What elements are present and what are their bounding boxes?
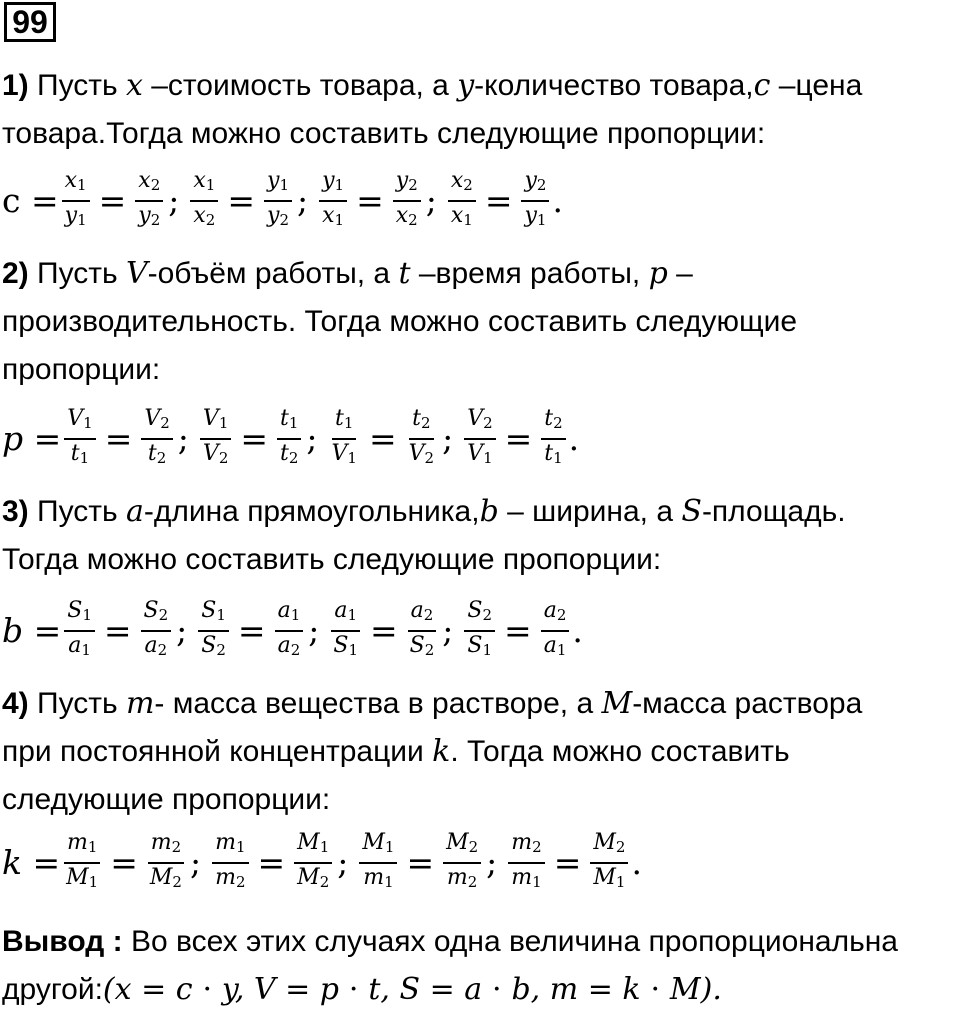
fraction-denominator: $M_1$ (66, 864, 99, 891)
fraction (541, 598, 570, 663)
fraction-numerator: $V_2$ (141, 406, 172, 440)
paragraph-3 (2, 488, 957, 584)
text: при постоянной концентрации (2, 735, 433, 768)
fraction-denominator: $m_1$ (363, 864, 394, 891)
subscript: 1 (536, 210, 547, 229)
var-t: t (398, 256, 411, 291)
fraction-numerator: $M_2$ (590, 830, 628, 864)
fraction-numerator: $m_2$ (508, 830, 544, 864)
equals-sign: = (553, 842, 582, 882)
subscript: 1 (205, 175, 216, 194)
fraction-numerator: $V_2$ (464, 406, 495, 440)
var-b: b (479, 494, 499, 529)
formula-4 (2, 822, 642, 902)
fraction (508, 830, 544, 895)
subscript: 1 (615, 872, 626, 891)
subscript: 1 (532, 872, 542, 891)
text: –время работы, (410, 257, 649, 290)
fraction (330, 598, 361, 663)
fraction (264, 168, 292, 233)
var-a: a (125, 494, 144, 529)
semicolon: ; (486, 842, 498, 882)
text: -площадь. (701, 495, 846, 528)
formula-lead: p = (2, 418, 62, 458)
subscript: 1 (279, 175, 289, 194)
fraction-denominator: $t_2$ (147, 440, 167, 467)
fraction-denominator: $S_2$ (201, 632, 226, 659)
subscript: 2 (615, 837, 626, 856)
subscript: 1 (82, 605, 92, 624)
fraction-numerator: $S_2$ (464, 598, 495, 632)
subscript: 2 (205, 210, 216, 229)
fraction-numerator: $m_1$ (64, 830, 100, 864)
conclusion-formula: (x = c ⋅ y, V = p ⋅ t, S = a ⋅ b, m = k ⋅ M). (102, 972, 722, 1007)
paragraph-4 (2, 680, 957, 824)
semicolon: ; (425, 180, 437, 220)
item-number-3: 3) (2, 495, 29, 528)
subscript: 2 (482, 605, 493, 624)
semicolon: ; (442, 418, 454, 458)
fraction (141, 406, 172, 471)
semicolon: ; (308, 610, 320, 650)
subscript: 2 (288, 448, 299, 467)
semicolon: ; (296, 180, 309, 220)
subscript: 2 (467, 872, 478, 891)
semicolon: ; (176, 610, 188, 650)
fraction-denominator: $a_1$ (68, 632, 91, 659)
fraction-denominator: $y_1$ (524, 202, 547, 229)
text: Пусть (28, 69, 126, 102)
subscript: 2 (468, 837, 479, 856)
fraction-numerator: $V_1$ (64, 406, 95, 440)
fraction (443, 830, 481, 895)
period: . (631, 842, 642, 882)
fraction-numerator: $x_1$ (62, 168, 90, 202)
subscript: 1 (88, 872, 99, 891)
equals-sign: = (504, 418, 533, 458)
equals-sign: = (368, 418, 397, 458)
subscript: 2 (150, 210, 161, 229)
equals-sign: = (406, 842, 435, 882)
fraction-numerator: $y_2$ (393, 168, 421, 202)
var-k: k (432, 734, 451, 769)
semicolon: ; (177, 418, 189, 458)
fraction-numerator: $m_2$ (148, 830, 184, 864)
fraction (464, 406, 495, 471)
subscript: 1 (343, 413, 354, 432)
formula-2 (2, 398, 579, 478)
fraction-denominator: $V_1$ (467, 440, 493, 467)
fraction (407, 598, 438, 663)
fraction-denominator: $x_2$ (193, 202, 216, 229)
fraction (63, 830, 101, 895)
var-y: y (457, 68, 475, 103)
subscript: 1 (556, 640, 567, 659)
fraction-numerator: $t_2$ (409, 406, 433, 440)
subscript: 2 (532, 837, 542, 856)
fraction-numerator: $t_1$ (277, 406, 301, 440)
text: –стоимость товара, а (142, 69, 458, 102)
text: - масса вещества в растворе, а (154, 687, 602, 720)
fraction-denominator: $a_2$ (144, 632, 168, 659)
fraction (275, 598, 304, 663)
text: -объём работы, а (147, 257, 399, 290)
subscript: 1 (77, 210, 87, 229)
subscript: 1 (348, 640, 358, 659)
text: другой: (2, 973, 103, 1006)
var-p: p (648, 256, 668, 291)
text-line: Тогда можно составить следующие пропорции: (2, 543, 662, 576)
text: – ширина, а (498, 495, 682, 528)
text: . Тогда можно составить (450, 735, 790, 768)
subscript: 1 (347, 448, 357, 467)
fraction (319, 168, 347, 233)
conclusion (2, 918, 957, 1014)
equals-sign: = (103, 610, 132, 650)
equals-sign: = (227, 180, 255, 220)
subscript: 1 (216, 605, 226, 624)
equals-sign: = (504, 610, 532, 650)
fraction-denominator: $S_1$ (467, 632, 493, 659)
fraction-numerator: $x_1$ (190, 168, 218, 202)
var-V: V (125, 256, 148, 291)
var-m: m (125, 686, 155, 721)
subscript: 1 (83, 413, 93, 432)
fraction-denominator: $m_2$ (215, 864, 246, 891)
fraction (294, 830, 332, 895)
fraction-numerator: $m_1$ (212, 830, 248, 864)
fraction (541, 406, 565, 471)
subscript: 1 (347, 605, 358, 624)
fraction-denominator: $M_1$ (593, 864, 626, 891)
subscript: 2 (172, 872, 182, 891)
period: . (568, 418, 580, 458)
subscript: 2 (216, 640, 226, 659)
fraction-denominator: $x_1$ (450, 202, 473, 229)
formula-lead: k = (2, 842, 61, 882)
fraction (590, 830, 628, 895)
subscript: 1 (87, 837, 98, 856)
equals-sign: = (356, 180, 384, 220)
semicolon: ; (189, 842, 202, 882)
fraction-numerator: $S_1$ (198, 598, 229, 632)
fraction (464, 598, 495, 663)
subscript: 2 (408, 210, 418, 229)
paragraph-1 (2, 62, 957, 158)
formula-3 (2, 590, 583, 670)
subscript: 1 (319, 837, 330, 856)
subscript: 2 (218, 448, 229, 467)
subscript: 2 (150, 175, 161, 194)
fraction-numerator: $x_2$ (448, 168, 476, 202)
fraction-denominator: $y_2$ (138, 202, 161, 229)
fraction-denominator: $x_1$ (322, 202, 345, 229)
semicolon: ; (337, 842, 349, 882)
fraction-denominator: $M_2$ (297, 864, 330, 891)
equals-sign: = (98, 180, 127, 220)
fraction (448, 168, 476, 233)
subscript: 1 (384, 872, 394, 891)
subscript: 2 (553, 413, 563, 432)
subscript: 2 (556, 605, 567, 624)
text: -количество товара, (474, 69, 754, 102)
fraction-denominator: $y_2$ (267, 202, 289, 229)
formula-lead: b = (2, 610, 62, 650)
equals-sign: = (484, 180, 513, 220)
subscript: 1 (81, 640, 91, 659)
formula-lead: c = (2, 180, 59, 220)
fraction-numerator: $t_1$ (332, 406, 356, 440)
text-line: товара.Тогда можно составить следующие пропорции: (2, 117, 766, 150)
text: Пусть (28, 257, 126, 290)
text: –цена (770, 69, 863, 102)
subscript: 1 (482, 640, 493, 659)
subscript: 2 (319, 872, 330, 891)
semicolon: ; (168, 180, 180, 220)
item-number-4: 4) (2, 687, 29, 720)
equals-sign: = (110, 842, 138, 882)
equals-sign: = (370, 610, 398, 650)
fraction-numerator: $M_2$ (443, 830, 481, 864)
fraction (141, 598, 172, 663)
fraction-denominator: $t_1$ (544, 440, 563, 467)
fraction-denominator: $V_1$ (331, 440, 357, 467)
equals-sign: = (257, 842, 286, 882)
subscript: 2 (279, 210, 289, 229)
fraction-numerator: $S_1$ (64, 598, 95, 632)
fraction (521, 168, 549, 233)
fraction-denominator: $a_1$ (543, 632, 567, 659)
formula-1 (2, 160, 563, 240)
text-line: следующие пропорции: (2, 783, 331, 816)
fraction-numerator: $M_1$ (294, 830, 332, 864)
fraction-numerator: $a_2$ (408, 598, 437, 632)
var-c: c (753, 68, 771, 103)
subscript: 1 (290, 605, 301, 624)
subscript: 2 (156, 448, 167, 467)
subscript: 2 (420, 413, 431, 432)
subscript: 1 (79, 448, 90, 467)
fraction-numerator: $a_2$ (541, 598, 570, 632)
fraction-denominator: $S_2$ (409, 632, 435, 659)
semicolon: ; (306, 418, 318, 458)
subscript: 1 (77, 175, 87, 194)
fraction-numerator: $M_1$ (359, 830, 397, 864)
fraction-denominator: $V_2$ (408, 440, 435, 467)
text: Во всех этих случаях одна величина пропорциональна (122, 925, 898, 958)
subscript: 2 (536, 175, 547, 194)
fraction (62, 168, 90, 233)
fraction (393, 168, 421, 233)
fraction-numerator: $S_2$ (141, 598, 172, 632)
var-x: x (125, 68, 143, 103)
fraction (329, 406, 360, 471)
fraction (198, 598, 229, 663)
fraction-numerator: $V_1$ (200, 406, 231, 440)
fraction (200, 406, 231, 471)
item-number-2: 2) (2, 257, 29, 290)
fraction-denominator: $x_2$ (395, 202, 418, 229)
var-S: S (681, 494, 702, 529)
text: – (667, 257, 693, 290)
fraction-numerator: $y_2$ (521, 168, 549, 202)
text: Пусть (28, 687, 126, 720)
subscript: 1 (218, 413, 229, 432)
equals-sign: = (240, 418, 269, 458)
text: -длина прямоугольника, (143, 495, 480, 528)
subscript: 2 (423, 605, 434, 624)
subscript: 1 (235, 837, 246, 856)
fraction-denominator: $t_2$ (280, 440, 299, 467)
paragraph-2 (2, 250, 957, 394)
fraction-numerator: $a_1$ (331, 598, 360, 632)
fraction (147, 830, 185, 895)
subscript: 2 (157, 640, 168, 659)
fraction (359, 830, 397, 895)
subscript: 2 (408, 175, 418, 194)
subscript: 2 (463, 175, 473, 194)
fraction-denominator: $S_1$ (333, 632, 358, 659)
subscript: 2 (235, 872, 246, 891)
subscript: 1 (463, 210, 473, 229)
fraction (64, 406, 95, 471)
fraction-numerator: $a_1$ (275, 598, 304, 632)
fraction (64, 598, 95, 663)
text-line: производительность. Тогда можно составить следующие (2, 305, 798, 338)
period: . (572, 610, 583, 650)
subscript: 2 (290, 640, 301, 659)
var-M: M (601, 686, 633, 721)
item-number-1: 1) (2, 69, 29, 102)
fraction (212, 830, 248, 895)
text: Пусть (28, 495, 126, 528)
fraction-numerator: $x_2$ (135, 168, 163, 202)
text-line: пропорции: (2, 353, 161, 386)
subscript: 1 (334, 210, 345, 229)
fraction-numerator: $y_1$ (319, 168, 347, 202)
fraction-denominator: $t_1$ (70, 440, 90, 467)
fraction-denominator: $m_2$ (446, 864, 478, 891)
subscript: 1 (334, 175, 345, 194)
subscript: 2 (158, 605, 169, 624)
fraction-numerator: $y_1$ (264, 168, 292, 202)
subscript: 1 (288, 413, 299, 432)
fraction (277, 406, 301, 471)
subscript: 1 (553, 448, 563, 467)
subscript: 1 (483, 448, 493, 467)
subscript: 2 (160, 413, 170, 432)
semicolon: ; (442, 610, 454, 650)
subscript: 1 (384, 837, 395, 856)
equals-sign: = (104, 418, 133, 458)
fraction-denominator: $V_2$ (202, 440, 229, 467)
problem-number: 99 (4, 2, 56, 42)
fraction (406, 406, 437, 471)
fraction-denominator: $a_2$ (277, 632, 301, 659)
conclusion-label: Вывод : (2, 925, 123, 958)
subscript: 2 (171, 837, 182, 856)
fraction-denominator: $m_1$ (511, 864, 542, 891)
fraction-denominator: $y_1$ (64, 202, 87, 229)
fraction (135, 168, 163, 233)
subscript: 2 (483, 413, 493, 432)
fraction (190, 168, 218, 233)
subscript: 2 (424, 640, 435, 659)
period: . (552, 180, 563, 220)
fraction-denominator: $M_2$ (149, 864, 182, 891)
equals-sign: = (237, 610, 266, 650)
fraction-numerator: $t_2$ (541, 406, 565, 440)
subscript: 2 (424, 448, 435, 467)
text: -масса раствора (632, 687, 863, 720)
